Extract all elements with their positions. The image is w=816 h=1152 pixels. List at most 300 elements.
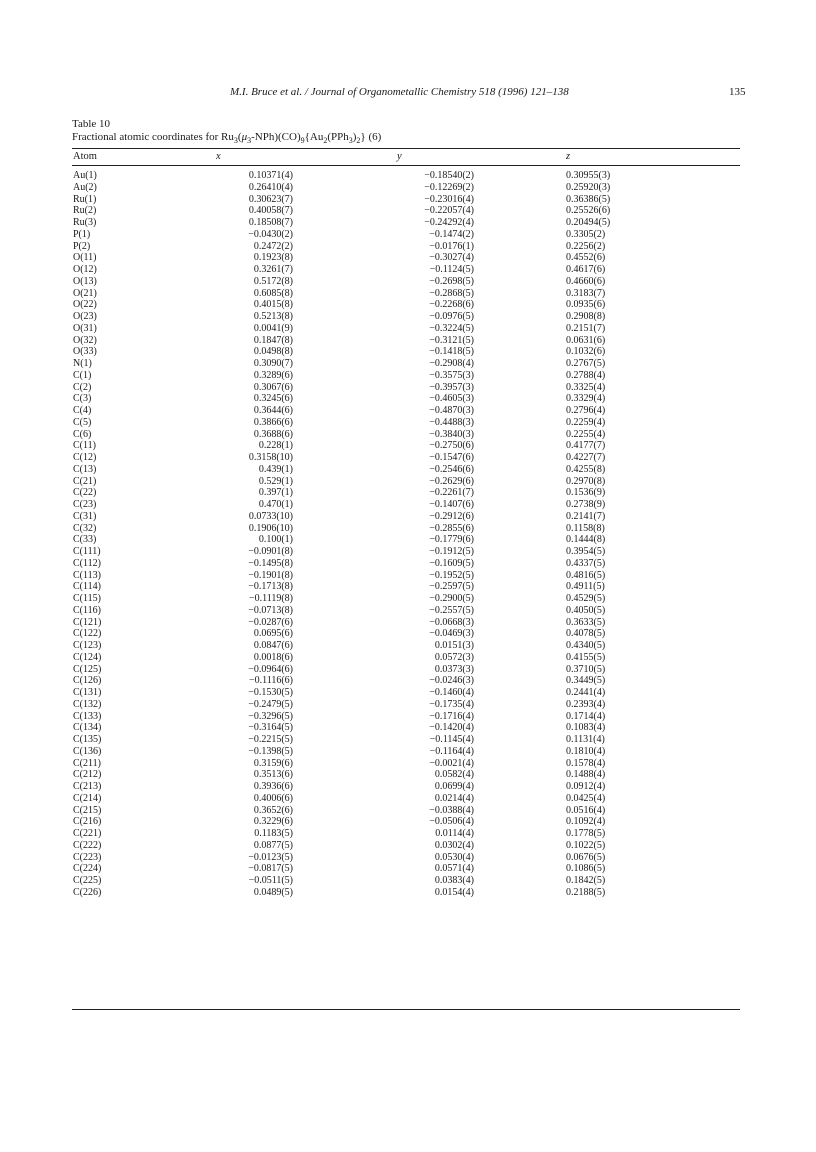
cell-x: 0.3245(6) bbox=[253, 393, 293, 405]
table-row bbox=[0, 452, 816, 464]
table-row bbox=[0, 523, 816, 535]
cell-atom: C(6) bbox=[73, 428, 92, 440]
cell-y: −0.23016(4) bbox=[424, 193, 474, 205]
cell-z: 0.3449(5) bbox=[566, 675, 606, 687]
cell-x: 0.1906(10) bbox=[248, 522, 293, 534]
cell-atom: C(114) bbox=[73, 581, 101, 593]
cell-y: −0.1609(5) bbox=[429, 557, 474, 569]
cell-atom: O(23) bbox=[73, 311, 97, 322]
cell-y: −0.0469(3) bbox=[429, 628, 474, 640]
table-row bbox=[0, 229, 816, 241]
table-row bbox=[0, 816, 816, 828]
cell-atom: O(31) bbox=[73, 322, 97, 334]
cell-z: 0.0912(4) bbox=[566, 781, 606, 792]
cell-x: 0.0489(5) bbox=[253, 886, 293, 898]
cell-atom: C(225) bbox=[73, 875, 102, 886]
table-row bbox=[0, 264, 816, 276]
cell-atom: C(135) bbox=[73, 734, 102, 745]
cell-z: 0.1158(8) bbox=[566, 522, 605, 534]
cell-y: −0.12269(2) bbox=[424, 181, 474, 193]
cell-atom: C(13) bbox=[73, 463, 97, 475]
cell-atom: C(211) bbox=[73, 757, 101, 769]
cell-y: 0.0582(4) bbox=[434, 769, 474, 781]
cell-y: −0.1460(4) bbox=[429, 687, 474, 698]
cell-z: 0.2441(4) bbox=[566, 687, 606, 698]
table-row bbox=[0, 628, 816, 640]
cell-z: 0.4340(5) bbox=[566, 640, 606, 651]
cell-x: −0.1530(5) bbox=[248, 687, 293, 698]
cell-y: 0.0572(3) bbox=[434, 651, 474, 663]
cell-y: −0.4605(3) bbox=[429, 393, 474, 405]
column-header-z: z bbox=[566, 151, 571, 162]
cell-y: −0.2912(6) bbox=[429, 510, 474, 522]
cell-z: 0.3329(4) bbox=[566, 393, 606, 405]
cell-x: −0.3164(5) bbox=[248, 722, 293, 734]
cell-y: −0.0506(4) bbox=[429, 816, 474, 828]
cell-x: −0.1398(5) bbox=[248, 745, 293, 757]
table-row bbox=[0, 675, 816, 687]
cell-x: 0.18508(7) bbox=[248, 217, 293, 228]
cell-y: 0.0699(4) bbox=[434, 781, 474, 792]
cell-atom: C(23) bbox=[73, 499, 97, 510]
cell-x: 0.2472(2) bbox=[253, 240, 293, 252]
cell-x: 0.30623(7) bbox=[248, 193, 293, 205]
cell-atom: C(221) bbox=[73, 828, 102, 839]
table-row bbox=[0, 840, 816, 852]
table-row bbox=[0, 170, 816, 182]
cell-x: −0.0901(8) bbox=[248, 546, 293, 557]
table-row bbox=[0, 570, 816, 582]
cell-z: 0.2738(9) bbox=[566, 499, 606, 510]
cell-x: −0.0430(2) bbox=[248, 228, 293, 240]
cell-x: 0.4015(8) bbox=[253, 299, 293, 311]
table-row bbox=[0, 405, 816, 417]
cell-y: 0.0302(4) bbox=[434, 839, 474, 851]
cell-z: 0.4050(5) bbox=[566, 604, 606, 616]
cell-z: 0.2970(8) bbox=[566, 475, 606, 487]
table-row bbox=[0, 793, 816, 805]
column-header-atom: Atom bbox=[73, 151, 97, 162]
table-row bbox=[0, 323, 816, 335]
table-label: Table 10 bbox=[72, 118, 111, 130]
cell-z: 0.4078(5) bbox=[566, 628, 606, 640]
cell-y: −0.2261(7) bbox=[429, 487, 474, 499]
cell-z: 0.1083(4) bbox=[566, 722, 606, 734]
cell-atom: C(133) bbox=[73, 710, 102, 722]
cell-z: 0.3710(5) bbox=[566, 663, 606, 675]
cell-atom: C(123) bbox=[73, 640, 102, 651]
cell-atom: C(22) bbox=[73, 487, 97, 499]
cell-y: −0.3575(3) bbox=[429, 369, 474, 381]
cell-atom: C(2) bbox=[73, 381, 92, 393]
cell-y: −0.2629(6) bbox=[429, 475, 474, 487]
cell-atom: C(31) bbox=[73, 510, 97, 522]
cell-z: 0.3183(7) bbox=[566, 287, 606, 299]
cell-y: 0.0151(3) bbox=[434, 640, 474, 651]
cell-y: −0.0388(4) bbox=[429, 804, 474, 816]
cell-z: 0.4177(7) bbox=[566, 440, 606, 452]
cell-z: 0.1578(4) bbox=[566, 757, 606, 769]
cell-atom: C(21) bbox=[73, 475, 97, 487]
cell-x: 0.439(1) bbox=[258, 463, 293, 475]
cell-atom: O(13) bbox=[73, 275, 97, 287]
table-row bbox=[0, 382, 816, 394]
table-row bbox=[0, 476, 816, 488]
cell-y: −0.1952(5) bbox=[429, 569, 474, 581]
cell-y: −0.24292(4) bbox=[424, 217, 474, 228]
cell-atom: O(22) bbox=[73, 299, 97, 311]
table-row bbox=[0, 558, 816, 570]
table-row bbox=[0, 581, 816, 593]
cell-y: −0.2908(4) bbox=[429, 358, 474, 369]
cell-z: 0.36386(5) bbox=[566, 193, 611, 205]
cell-z: 0.1842(5) bbox=[566, 875, 606, 886]
table-row bbox=[0, 863, 816, 875]
cell-x: 0.3513(6) bbox=[253, 769, 293, 781]
cell-atom: C(212) bbox=[73, 769, 102, 781]
cell-atom: P(2) bbox=[73, 240, 91, 252]
cell-z: 0.2151(7) bbox=[566, 322, 606, 334]
cell-atom: C(124) bbox=[73, 651, 102, 663]
cell-x: 0.4006(6) bbox=[253, 792, 293, 804]
cell-y: −0.0246(3) bbox=[429, 675, 474, 687]
table-row bbox=[0, 640, 816, 652]
cell-atom: Au(2) bbox=[73, 181, 97, 193]
cell-z: 0.30955(3) bbox=[566, 170, 611, 181]
table-caption bbox=[72, 118, 752, 144]
cell-x: 0.3652(6) bbox=[253, 804, 293, 816]
cell-atom: C(115) bbox=[73, 593, 101, 604]
cell-x: −0.2479(5) bbox=[248, 698, 293, 710]
table-row bbox=[0, 194, 816, 206]
cell-x: 0.3158(10) bbox=[248, 452, 293, 463]
cell-z: 0.4552(6) bbox=[566, 252, 606, 264]
table-row bbox=[0, 217, 816, 229]
cell-y: −0.4870(3) bbox=[429, 405, 474, 416]
cell-x: 0.0695(6) bbox=[253, 628, 293, 640]
cell-x: 0.3936(6) bbox=[253, 781, 293, 792]
cell-x: −0.0964(6) bbox=[248, 663, 293, 675]
cell-x: −0.0713(8) bbox=[248, 604, 293, 616]
cell-z: 0.1131(4) bbox=[566, 734, 605, 745]
cell-atom: O(21) bbox=[73, 287, 97, 299]
cell-z: 0.2256(2) bbox=[566, 240, 606, 252]
cell-x: 0.26410(4) bbox=[248, 181, 293, 193]
cell-z: 0.1488(4) bbox=[566, 769, 606, 781]
cell-y: −0.3840(3) bbox=[429, 428, 474, 440]
cell-x: 0.40058(7) bbox=[248, 205, 293, 217]
cell-atom: C(3) bbox=[73, 393, 92, 405]
cell-y: −0.2868(5) bbox=[429, 287, 474, 299]
table-bottom-rule bbox=[72, 1009, 740, 1010]
cell-z: 0.2796(4) bbox=[566, 405, 606, 416]
cell-z: 0.4911(5) bbox=[566, 581, 605, 593]
cell-atom: Ru(2) bbox=[73, 205, 97, 217]
cell-z: 0.20494(5) bbox=[566, 217, 611, 228]
cell-atom: Ru(1) bbox=[73, 193, 97, 205]
table-row bbox=[0, 652, 816, 664]
table-row bbox=[0, 664, 816, 676]
cell-y: −0.0976(5) bbox=[429, 311, 474, 322]
cell-y: −0.1912(5) bbox=[429, 546, 474, 557]
table-row bbox=[0, 605, 816, 617]
cell-x: −0.0123(5) bbox=[248, 851, 293, 863]
table-row bbox=[0, 699, 816, 711]
cell-atom: C(113) bbox=[73, 569, 101, 581]
table-row bbox=[0, 417, 816, 429]
cell-z: 0.4816(5) bbox=[566, 569, 606, 581]
cell-atom: C(4) bbox=[73, 405, 92, 416]
cell-z: 0.4660(6) bbox=[566, 275, 606, 287]
cell-atom: O(33) bbox=[73, 346, 97, 358]
cell-x: 0.1847(8) bbox=[253, 334, 293, 346]
cell-z: 0.0676(5) bbox=[566, 851, 606, 863]
cell-x: 0.3688(6) bbox=[253, 428, 293, 440]
cell-z: 0.1032(6) bbox=[566, 346, 606, 358]
cell-atom: P(1) bbox=[73, 228, 91, 240]
cell-atom: O(11) bbox=[73, 252, 97, 264]
table-row bbox=[0, 299, 816, 311]
cell-z: 0.2259(4) bbox=[566, 416, 606, 428]
cell-z: 0.1444(8) bbox=[566, 534, 606, 546]
table-row bbox=[0, 887, 816, 899]
table-row bbox=[0, 758, 816, 770]
cell-atom: C(122) bbox=[73, 628, 102, 640]
cell-atom: C(112) bbox=[73, 557, 101, 569]
cell-atom: C(12) bbox=[73, 452, 97, 463]
table-row bbox=[0, 182, 816, 194]
table-body bbox=[0, 170, 816, 899]
cell-atom: C(215) bbox=[73, 804, 102, 816]
cell-x: 0.5213(8) bbox=[253, 311, 293, 322]
cell-z: 0.2393(4) bbox=[566, 698, 606, 710]
cell-x: 0.5172(8) bbox=[253, 275, 293, 287]
table-title: Fractional atomic coordinates for $Ru_3(\mu_3-NPh)(CO)_9\{Au_2(PPh_3)_2\}$ (6) bbox=[72, 131, 382, 146]
cell-atom: C(216) bbox=[73, 816, 102, 828]
cell-z: 0.3633(5) bbox=[566, 616, 606, 628]
cell-y: −0.1735(4) bbox=[429, 698, 474, 710]
cell-z: 0.3305(2) bbox=[566, 228, 606, 240]
table-row bbox=[0, 429, 816, 441]
table-row bbox=[0, 734, 816, 746]
table-row bbox=[0, 546, 816, 558]
cell-z: 0.2788(4) bbox=[566, 369, 606, 381]
cell-z: 0.4337(5) bbox=[566, 557, 606, 569]
table-row bbox=[0, 346, 816, 358]
cell-y: −0.2557(5) bbox=[429, 604, 474, 616]
cell-y: −0.0668(3) bbox=[429, 616, 474, 628]
cell-x: −0.1119(8) bbox=[248, 593, 293, 604]
cell-x: −0.0511(5) bbox=[248, 875, 293, 886]
table-row bbox=[0, 499, 816, 511]
cell-z: 0.1778(5) bbox=[566, 828, 606, 839]
column-header-y: y bbox=[397, 151, 402, 162]
table-row bbox=[0, 711, 816, 723]
cell-x: 0.228(1) bbox=[258, 440, 293, 452]
cell-y: −0.1474(2) bbox=[429, 228, 474, 240]
cell-y: −0.3121(5) bbox=[429, 334, 474, 346]
table-row bbox=[0, 311, 816, 323]
table-row bbox=[0, 440, 816, 452]
cell-x: 0.1923(8) bbox=[253, 252, 293, 264]
table-row bbox=[0, 769, 816, 781]
cell-y: −0.3224(5) bbox=[429, 322, 474, 334]
cell-atom: Ru(3) bbox=[73, 217, 97, 228]
cell-z: 0.1536(9) bbox=[566, 487, 606, 499]
cell-y: −0.4488(3) bbox=[429, 416, 474, 428]
cell-x: 0.0847(6) bbox=[253, 640, 293, 651]
cell-x: 0.10371(4) bbox=[248, 170, 293, 181]
cell-y: −0.3957(3) bbox=[429, 381, 474, 393]
table-row bbox=[0, 393, 816, 405]
table-row bbox=[0, 534, 816, 546]
cell-atom: C(214) bbox=[73, 792, 102, 804]
cell-z: 0.1810(4) bbox=[566, 745, 606, 757]
table-row bbox=[0, 370, 816, 382]
cell-y: −0.1124(5) bbox=[429, 264, 474, 275]
cell-x: 0.3229(6) bbox=[253, 816, 293, 828]
table-row bbox=[0, 205, 816, 217]
cell-y: 0.0114(4) bbox=[435, 828, 474, 839]
table-row bbox=[0, 687, 816, 699]
cell-z: 0.2908(8) bbox=[566, 311, 606, 322]
cell-y: −0.1779(6) bbox=[429, 534, 474, 546]
table-row bbox=[0, 593, 816, 605]
cell-z: 0.25920(3) bbox=[566, 181, 611, 193]
cell-z: 0.1714(4) bbox=[566, 710, 606, 722]
cell-x: 0.3261(7) bbox=[253, 264, 293, 275]
cell-atom: O(12) bbox=[73, 264, 97, 275]
running-head bbox=[0, 86, 816, 102]
table-row bbox=[0, 252, 816, 264]
cell-y: −0.1407(6) bbox=[429, 499, 474, 510]
cell-x: −0.2215(5) bbox=[248, 734, 293, 745]
cell-x: −0.3296(5) bbox=[248, 710, 293, 722]
cell-x: −0.0287(6) bbox=[248, 616, 293, 628]
cell-z: 0.3954(5) bbox=[566, 546, 606, 557]
table-row bbox=[0, 852, 816, 864]
table-row bbox=[0, 781, 816, 793]
table-header-rule bbox=[72, 165, 740, 166]
cell-atom: C(136) bbox=[73, 745, 102, 757]
cell-y: −0.3027(4) bbox=[429, 252, 474, 264]
cell-z: 0.4617(6) bbox=[566, 264, 606, 275]
cell-z: 0.0935(6) bbox=[566, 299, 606, 311]
column-header-x: x bbox=[216, 151, 221, 162]
cell-y: 0.0571(4) bbox=[434, 863, 474, 875]
cell-atom: C(5) bbox=[73, 416, 92, 428]
cell-z: 0.4155(5) bbox=[566, 651, 606, 663]
cell-x: 0.0733(10) bbox=[248, 510, 293, 522]
cell-x: 0.1183(5) bbox=[254, 828, 293, 839]
cell-y: −0.0021(4) bbox=[429, 757, 474, 769]
cell-x: 0.3644(6) bbox=[253, 405, 293, 416]
cell-atom: C(222) bbox=[73, 839, 102, 851]
table-row bbox=[0, 828, 816, 840]
cell-y: −0.18540(2) bbox=[424, 170, 474, 181]
cell-atom: C(226) bbox=[73, 886, 102, 898]
cell-z: 0.2255(4) bbox=[566, 428, 606, 440]
cell-z: 0.1092(4) bbox=[566, 816, 606, 828]
cell-x: 0.0018(6) bbox=[253, 651, 293, 663]
cell-atom: C(126) bbox=[73, 675, 102, 687]
cell-x: −0.0817(5) bbox=[248, 863, 293, 875]
table-row bbox=[0, 335, 816, 347]
cell-x: 0.529(1) bbox=[258, 475, 293, 487]
cell-y: −0.1716(4) bbox=[429, 710, 474, 722]
cell-y: 0.0373(3) bbox=[434, 663, 474, 675]
cell-atom: C(125) bbox=[73, 663, 102, 675]
cell-y: −0.1547(6) bbox=[429, 452, 474, 463]
cell-y: −0.2546(6) bbox=[429, 463, 474, 475]
cell-y: −0.1420(4) bbox=[429, 722, 474, 734]
cell-x: −0.1495(8) bbox=[248, 557, 293, 569]
cell-x: 0.3866(6) bbox=[253, 416, 293, 428]
cell-z: 0.2767(5) bbox=[566, 358, 606, 369]
cell-x: 0.3067(6) bbox=[253, 381, 293, 393]
table-row bbox=[0, 722, 816, 734]
cell-x: 0.0877(5) bbox=[253, 839, 293, 851]
cell-atom: N(1) bbox=[73, 358, 92, 369]
journal-citation: M.I. Bruce et al. / Journal of Organometallic Chemistry 518 (1996) 121–138 bbox=[230, 86, 569, 98]
cell-y: −0.22057(4) bbox=[424, 205, 474, 217]
cell-x: 0.100(1) bbox=[258, 534, 293, 546]
cell-x: 0.0498(8) bbox=[253, 346, 293, 358]
cell-y: 0.0383(4) bbox=[434, 875, 474, 886]
cell-z: 0.1086(5) bbox=[566, 863, 606, 875]
cell-y: −0.2900(5) bbox=[429, 593, 474, 604]
cell-y: −0.2750(6) bbox=[429, 440, 474, 452]
table-row bbox=[0, 617, 816, 629]
cell-y: 0.0214(4) bbox=[434, 792, 474, 804]
cell-x: 0.3289(6) bbox=[253, 369, 293, 381]
cell-x: −0.1901(8) bbox=[248, 569, 293, 581]
cell-x: 0.6085(8) bbox=[253, 287, 293, 299]
cell-atom: C(224) bbox=[73, 863, 102, 875]
cell-z: 0.1022(5) bbox=[566, 839, 606, 851]
cell-z: 0.0425(4) bbox=[566, 792, 606, 804]
cell-atom: C(134) bbox=[73, 722, 102, 734]
cell-x: 0.0041(9) bbox=[253, 322, 293, 334]
cell-y: −0.2698(5) bbox=[429, 275, 474, 287]
cell-atom: C(32) bbox=[73, 522, 97, 534]
cell-y: −0.1145(4) bbox=[429, 734, 474, 745]
cell-y: −0.1164(4) bbox=[429, 745, 474, 757]
table-row bbox=[0, 276, 816, 288]
cell-x: 0.397(1) bbox=[258, 487, 293, 499]
cell-z: 0.2188(5) bbox=[566, 886, 606, 898]
cell-atom: C(223) bbox=[73, 851, 102, 863]
table-row bbox=[0, 511, 816, 523]
table-row bbox=[0, 464, 816, 476]
cell-atom: C(213) bbox=[73, 781, 102, 792]
cell-z: 0.25526(6) bbox=[566, 205, 611, 217]
cell-y: 0.0530(4) bbox=[434, 851, 474, 863]
cell-atom: C(111) bbox=[73, 546, 101, 557]
cell-atom: O(32) bbox=[73, 334, 97, 346]
cell-y: −0.2268(6) bbox=[429, 299, 474, 311]
cell-x: −0.1713(8) bbox=[248, 581, 293, 593]
cell-z: 0.2141(7) bbox=[566, 510, 606, 522]
cell-z: 0.0516(4) bbox=[566, 804, 606, 816]
cell-z: 0.4529(5) bbox=[566, 593, 606, 604]
cell-z: 0.3325(4) bbox=[566, 381, 606, 393]
cell-y: −0.1418(5) bbox=[429, 346, 474, 358]
cell-atom: C(132) bbox=[73, 698, 102, 710]
cell-y: −0.2855(6) bbox=[429, 522, 474, 534]
cell-atom: C(131) bbox=[73, 687, 102, 698]
table-row bbox=[0, 805, 816, 817]
